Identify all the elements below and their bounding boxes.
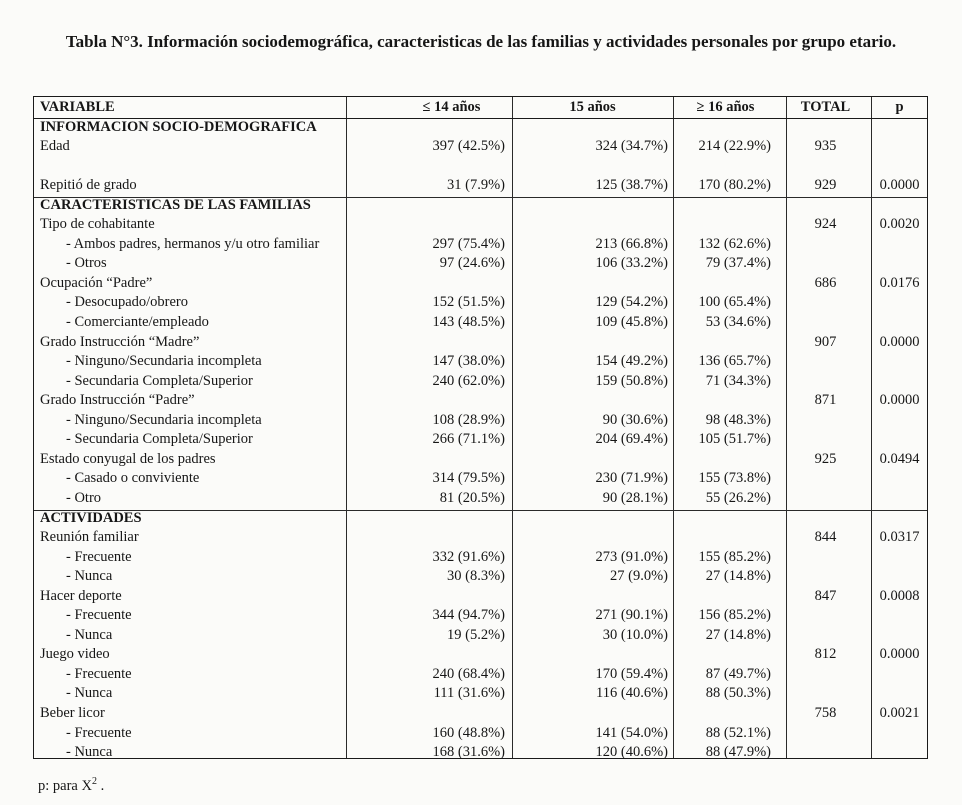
table-row	[34, 606, 926, 626]
cell-p: 0.0020	[879, 216, 920, 233]
cell-total: 812	[814, 646, 837, 663]
cell-col-16: 88 (47.9%)	[705, 744, 771, 761]
cell-variable: - Secundaria Completa/Superior	[66, 372, 253, 389]
cell-col-16: 214 (22.9%)	[698, 138, 771, 155]
cell-col-16: 156 (85.2%)	[698, 607, 771, 624]
cell-total: 871	[814, 392, 837, 409]
cell-variable: - Frecuente	[66, 724, 132, 741]
cell-col-14: 168 (31.6%)	[432, 744, 505, 761]
cell-col-16: 155 (85.2%)	[698, 548, 771, 565]
cell-variable: Grado Instrucción “Padre”	[40, 392, 195, 409]
cell-col-15: 125 (38.7%)	[595, 177, 668, 194]
cell-total: 686	[814, 274, 837, 291]
cell-col-15: 30 (10.0%)	[602, 626, 668, 643]
cell-variable: - Casado o conviviente	[66, 470, 200, 487]
cell-variable: ACTIVIDADES	[40, 509, 142, 526]
cell-col-16: 88 (50.3%)	[705, 685, 771, 702]
cell-variable: Beber licor	[40, 705, 105, 721]
cell-p: 0.0000	[879, 177, 920, 194]
cell-col-14: 332 (91.6%)	[432, 548, 505, 565]
cell-col-16: 100 (65.4%)	[698, 294, 771, 311]
cell-variable: - Ninguno/Secundaria incompleta	[66, 353, 262, 370]
cell-col-14: 143 (48.5%)	[432, 314, 505, 330]
table-row	[34, 176, 926, 196]
cell-col-15: 116 (40.6%)	[596, 685, 668, 702]
table-row	[34, 684, 926, 704]
cell-variable: - Nunca	[66, 626, 113, 643]
footnote	[38, 776, 104, 795]
table-row	[34, 372, 926, 392]
header-col-14: ≤ 14 años	[422, 98, 481, 115]
cell-variable: - Comerciante/empleado	[66, 314, 209, 330]
cell-col-16: 88 (52.1%)	[705, 724, 771, 741]
cell-col-15: 27 (9.0%)	[610, 568, 668, 585]
cell-col-14: 19 (5.2%)	[447, 626, 505, 643]
table-row	[34, 430, 926, 450]
cell-variable: Edad	[40, 138, 70, 155]
cell-col-16: 98 (48.3%)	[705, 411, 771, 428]
cell-col-15: 129 (54.2%)	[595, 294, 668, 311]
cell-variable: Repitió de grado	[40, 177, 137, 194]
footnote-superscript: 2	[91, 776, 97, 787]
cell-col-16: 105 (51.7%)	[698, 431, 771, 448]
table-row	[34, 235, 926, 255]
cell-col-15: 230 (71.9%)	[595, 470, 668, 487]
table-row	[34, 274, 926, 294]
cell-col-15: 90 (30.6%)	[602, 411, 668, 428]
table-title: Tabla N°3. Información sociodemográfica, caracteristicas de las familias y actividades personales por grupo etario.	[65, 32, 897, 51]
cell-p: 0.0008	[879, 587, 920, 604]
cell-col-14: 240 (68.4%)	[432, 665, 505, 682]
footnote-text: p: para X	[38, 777, 92, 794]
cell-col-16: 53 (34.6%)	[705, 314, 771, 330]
cell-col-15: 120 (40.6%)	[595, 744, 668, 761]
cell-p: 0.0000	[879, 333, 920, 350]
table-row	[34, 645, 926, 665]
cell-p: 0.0176	[879, 274, 920, 291]
cell-variable: Reunión familiar	[40, 529, 139, 546]
cell-col-14: 152 (51.5%)	[432, 294, 505, 311]
cell-col-14: 297 (75.4%)	[432, 235, 505, 252]
table-header-row	[34, 98, 926, 118]
cell-col-14: 240 (62.0%)	[432, 372, 505, 389]
cell-variable: - Frecuente	[66, 548, 132, 565]
cell-col-16: 170 (80.2%)	[698, 177, 771, 194]
cell-col-15: 154 (49.2%)	[595, 353, 668, 370]
table-row	[34, 450, 926, 470]
cell-variable: - Otros	[66, 255, 107, 272]
table-row	[34, 626, 926, 646]
cell-total: 924	[814, 216, 837, 233]
cell-col-16: 132 (62.6%)	[698, 235, 771, 252]
cell-col-14: 108 (28.9%)	[432, 411, 505, 428]
cell-col-16: 27 (14.8%)	[705, 626, 771, 643]
cell-col-15: 90 (28.1%)	[602, 489, 668, 506]
header-col-16: ≥ 16 años	[696, 98, 755, 115]
cell-col-15: 271 (90.1%)	[595, 607, 668, 624]
table-row	[34, 352, 926, 372]
cell-col-14: 111 (31.6%)	[433, 685, 505, 702]
cell-p: 0.0317	[879, 529, 920, 546]
cell-variable: Ocupación “Padre”	[40, 274, 153, 291]
section-header-row	[34, 196, 926, 216]
table-row	[34, 469, 926, 489]
section-header-row	[34, 509, 926, 529]
cell-variable: - Secundaria Completa/Superior	[66, 431, 253, 448]
table-row	[34, 548, 926, 568]
cell-col-15: 170 (59.4%)	[595, 665, 668, 682]
cell-p: 0.0021	[879, 705, 920, 721]
table-row	[34, 333, 926, 353]
table-row	[34, 665, 926, 685]
footnote-suffix: .	[96, 777, 105, 794]
table-row	[34, 215, 926, 235]
table-row	[34, 489, 926, 509]
cell-variable: - Nunca	[66, 685, 113, 702]
cell-variable: - Ambos padres, hermanos y/u otro familiar	[66, 235, 320, 252]
cell-col-16: 79 (37.4%)	[705, 255, 771, 272]
cell-total: 935	[814, 138, 837, 155]
table-row	[34, 528, 926, 548]
header-total: TOTAL	[800, 98, 851, 115]
cell-col-14: 147 (38.0%)	[432, 353, 505, 370]
cell-col-15: 324 (34.7%)	[595, 138, 668, 155]
cell-col-15: 159 (50.8%)	[595, 372, 668, 389]
cell-col-15: 213 (66.8%)	[595, 235, 668, 252]
header-variable: VARIABLE	[40, 98, 115, 115]
cell-col-16: 27 (14.8%)	[705, 568, 771, 585]
header-col-15: 15 años	[569, 98, 616, 115]
cell-variable: - Frecuente	[66, 607, 132, 624]
cell-variable: - Nunca	[66, 568, 113, 585]
table-row	[34, 157, 926, 177]
cell-total: 907	[814, 333, 837, 350]
cell-col-15: 204 (69.4%)	[595, 431, 668, 448]
cell-col-14: 81 (20.5%)	[439, 489, 505, 506]
cell-variable: - Desocupado/obrero	[66, 294, 188, 311]
cell-total: 758	[814, 705, 837, 721]
table-row	[34, 391, 926, 411]
table-row	[34, 293, 926, 313]
table-row	[34, 704, 926, 724]
cell-variable: Estado conyugal de los padres	[40, 450, 216, 467]
cell-col-14: 160 (48.8%)	[432, 724, 505, 741]
cell-variable: INFORMACION SOCIO-DEMOGRAFICA	[40, 118, 317, 135]
cell-col-15: 106 (33.2%)	[595, 255, 668, 272]
cell-col-15: 273 (91.0%)	[595, 548, 668, 565]
cell-col-16: 55 (26.2%)	[705, 489, 771, 506]
table-row	[34, 724, 926, 744]
cell-col-14: 266 (71.1%)	[432, 431, 505, 448]
table-row	[34, 137, 926, 157]
cell-col-14: 344 (94.7%)	[432, 607, 505, 624]
cell-p: 0.0000	[879, 646, 920, 663]
cell-col-14: 30 (8.3%)	[447, 568, 505, 585]
cell-col-15: 141 (54.0%)	[595, 724, 668, 741]
cell-total: 929	[814, 177, 837, 194]
table-row	[34, 411, 926, 431]
table-row	[34, 313, 926, 333]
header-p: p	[895, 98, 904, 115]
cell-total: 844	[814, 529, 837, 546]
table-row	[34, 587, 926, 607]
cell-col-14: 397 (42.5%)	[432, 138, 505, 155]
cell-variable: Juego video	[40, 646, 110, 663]
cell-variable: - Frecuente	[66, 665, 132, 682]
cell-col-16: 71 (34.3%)	[705, 372, 771, 389]
cell-variable: - Nunca	[66, 744, 113, 761]
cell-variable: - Ninguno/Secundaria incompleta	[66, 411, 262, 428]
cell-col-14: 31 (7.9%)	[447, 177, 505, 194]
table-row	[34, 254, 926, 274]
cell-total: 925	[814, 450, 837, 467]
table-row	[34, 567, 926, 587]
cell-col-16: 155 (73.8%)	[698, 470, 771, 487]
cell-col-16: 136 (65.7%)	[698, 353, 771, 370]
cell-col-15: 109 (45.8%)	[595, 314, 668, 330]
cell-variable: Hacer deporte	[40, 587, 122, 604]
cell-p: 0.0000	[879, 392, 920, 409]
data-table	[33, 96, 928, 759]
cell-variable: Tipo de cohabitante	[40, 216, 155, 233]
cell-col-16: 87 (49.7%)	[705, 665, 771, 682]
cell-col-14: 314 (79.5%)	[432, 470, 505, 487]
cell-total: 847	[814, 587, 837, 604]
table-row	[34, 743, 926, 763]
cell-p: 0.0494	[879, 450, 920, 467]
section-header-row	[34, 118, 926, 138]
cell-variable: CARACTERISTICAS DE LAS FAMILIAS	[40, 196, 311, 213]
cell-variable: - Otro	[66, 489, 102, 506]
cell-col-14: 97 (24.6%)	[439, 255, 505, 272]
cell-variable: Grado Instrucción “Madre”	[40, 333, 200, 350]
